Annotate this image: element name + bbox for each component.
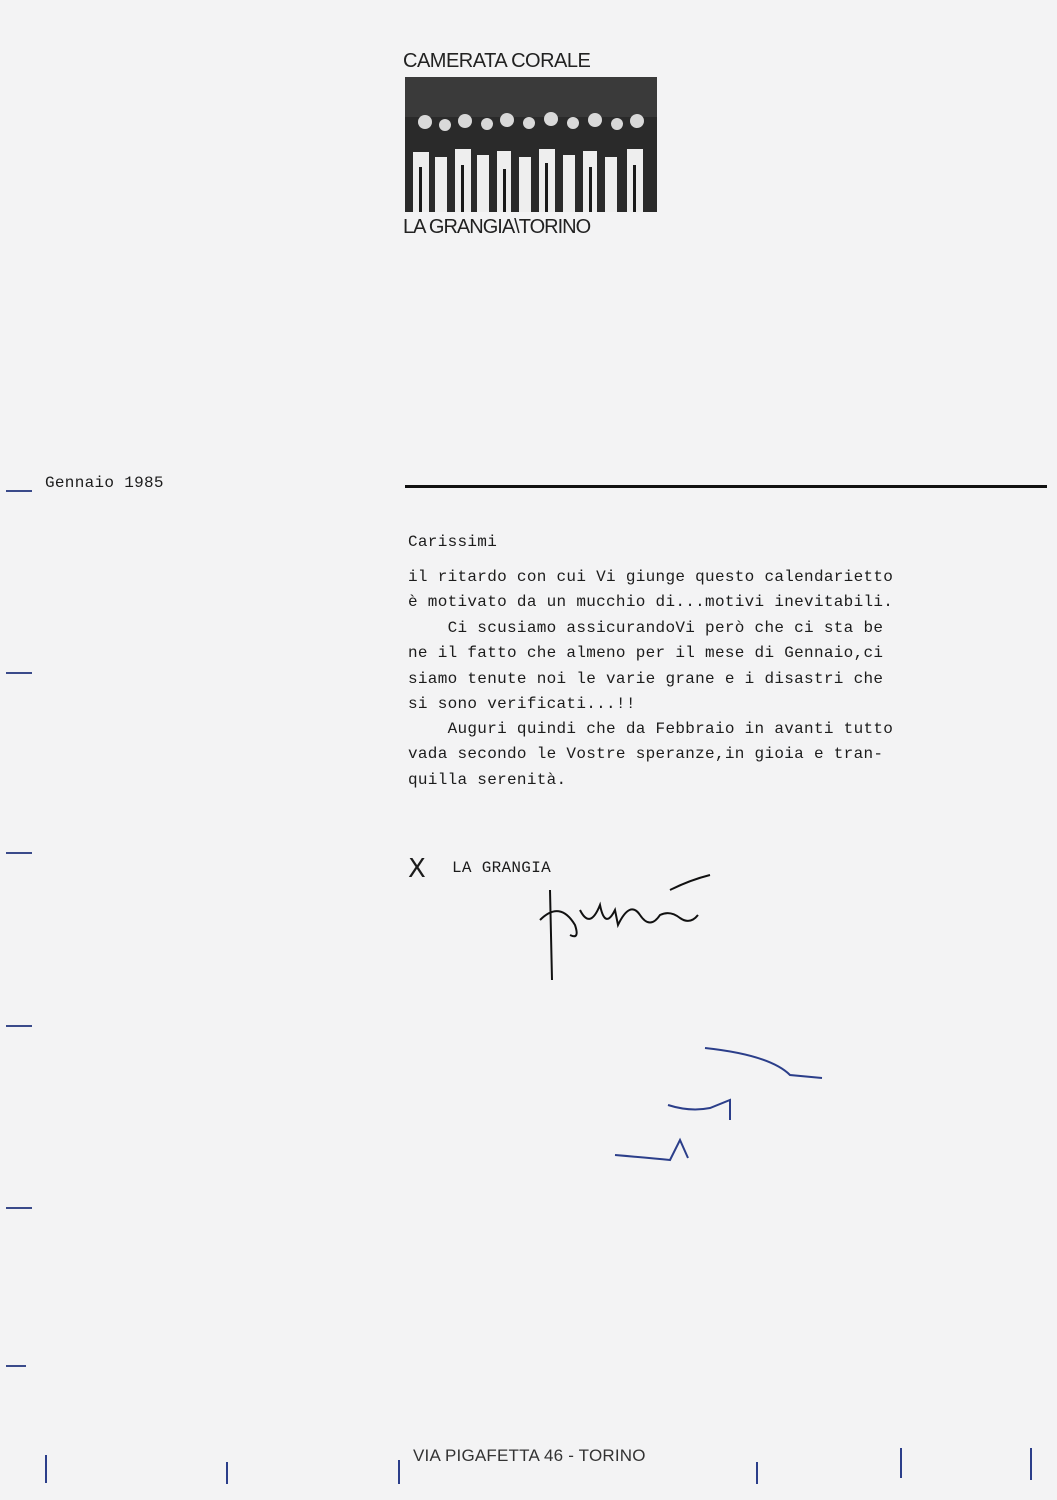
letterhead-title: CAMERATA CORALE [403, 50, 591, 72]
bottom-tick [756, 1462, 758, 1484]
handwritten-signature [520, 870, 720, 990]
bottom-tick [900, 1448, 902, 1478]
body-line: siamo tenute noi le varie grane e i disastri che [408, 670, 884, 688]
body-line: ne il fatto che almeno per il mese di Gennaio,ci [408, 644, 884, 662]
body-line: Ci scusiamo assicurandoVi però che ci sta be [408, 619, 884, 637]
letterhead-subtitle: LA GRANGIA\TORINO [403, 216, 591, 238]
body-line: quilla serenità. [408, 771, 567, 789]
margin-mark [6, 1025, 32, 1027]
margin-mark [6, 672, 32, 674]
body-line: Auguri quindi che da Febbraio in avanti tutto [408, 720, 894, 738]
margin-mark [6, 490, 32, 492]
horizontal-rule [405, 485, 1047, 488]
body-line: vada secondo le Vostre speranze,in gioia e tran- [408, 745, 884, 763]
body-line: è motivato da un mucchio di...motivi inevitabili. [408, 593, 894, 611]
body-line: si sono verificati...!! [408, 695, 636, 713]
margin-mark [6, 1365, 26, 1367]
letter-date: Gennaio 1985 [45, 474, 164, 492]
signoff-name: LA GRANGIA [452, 859, 552, 877]
margin-mark [6, 852, 32, 854]
bottom-tick [398, 1460, 400, 1484]
body-line: il ritardo con cui Vi giunge questo calendarietto [408, 568, 894, 586]
handwritten-x-mark: X [408, 854, 427, 884]
bottom-tick [1030, 1448, 1032, 1480]
bottom-tick [45, 1455, 47, 1483]
salutation: Carissimi [408, 533, 498, 551]
bottom-tick [226, 1462, 228, 1484]
margin-mark [6, 1207, 32, 1209]
footer-address: VIA PIGAFETTA 46 - TORINO [413, 1446, 646, 1465]
blue-pen-scribbles [600, 1040, 840, 1180]
choir-photo-logo [405, 77, 657, 212]
